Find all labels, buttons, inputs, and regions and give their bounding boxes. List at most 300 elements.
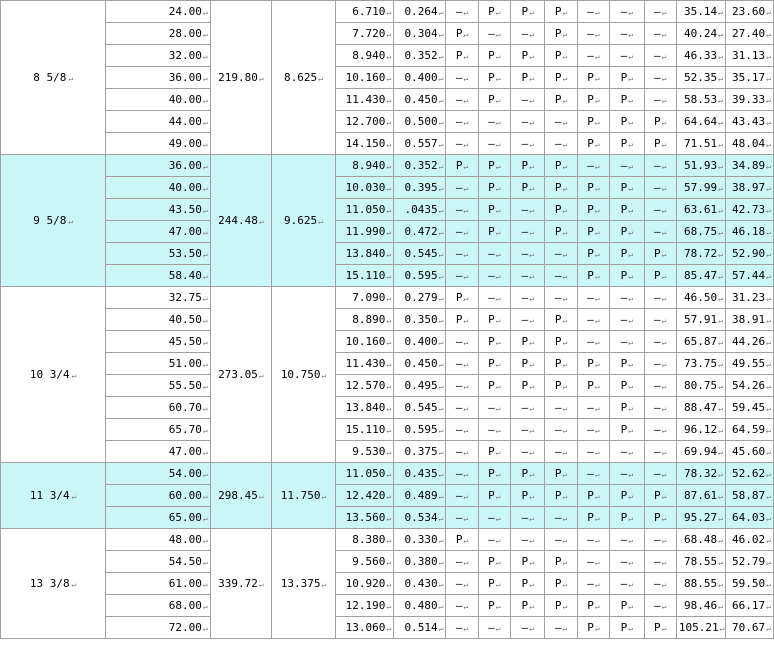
grade-c95-cell [610,265,644,287]
grade-l80-cell [577,463,609,485]
mass-lb-value: 38.97 ↵ [732,181,771,194]
grade-k55-cell [511,617,545,639]
grade-j55-value: – ↵ [488,269,500,282]
mass-lb-cell [725,89,773,111]
mass-kg-value: 85.47 ↵ [684,269,723,282]
grade-h40-value: – ↵ [456,5,468,18]
grade-k55-value: – ↵ [522,27,534,40]
weight-value: 60.70 ↵ [169,401,208,414]
wall-in-value: 0.595 ↵ [404,269,443,282]
grade-p110-value: – ↵ [654,335,666,348]
wall-mm-cell [335,111,393,133]
grade-c95-value: – ↵ [621,533,633,546]
grade-k55-value: – ↵ [522,247,534,260]
mass-lb-value: 45.60 ↵ [732,445,771,458]
grade-k55-value: P ↵ [522,159,534,172]
wall-in-cell [394,177,446,199]
mass-lb-value: 44.26 ↵ [732,335,771,348]
wall-mm-cell [335,397,393,419]
mass-kg-cell [676,199,725,221]
grade-l80-value: P ↵ [587,93,599,106]
mass-kg-value: 46.50 ↵ [684,291,723,304]
weight-cell [106,89,210,111]
grade-p110-cell [644,23,676,45]
outer-diameter-in: 13.375 ↵ [281,577,327,590]
grade-l80-cell [577,133,609,155]
grade-l80-value: – ↵ [587,533,599,546]
grade-j55-value: P ↵ [488,71,500,84]
mass-kg-value: 40.24 ↵ [684,27,723,40]
weight-cell [106,309,210,331]
mass-lb-value: 57.44 ↵ [732,269,771,282]
grade-h40-cell [446,485,478,507]
mass-lb-value: 31.23 ↵ [732,291,771,304]
mass-lb-value: 64.59 ↵ [732,423,771,436]
grade-p110-value: – ↵ [654,577,666,590]
weight-cell [106,1,210,23]
grade-h40-cell [446,67,478,89]
grade-h40-value: – ↵ [456,511,468,524]
grade-c95-cell [610,287,644,309]
weight-cell [106,199,210,221]
wall-mm-value: 13.840 ↵ [346,401,392,414]
grade-n80-cell [545,287,577,309]
grade-l80-value: – ↵ [587,423,599,436]
grade-k55-cell [511,155,545,177]
weight-value: 54.50 ↵ [169,555,208,568]
grade-k55-value: P ↵ [522,49,534,62]
grade-l80-value: – ↵ [587,467,599,480]
grade-h40-value: P ↵ [456,533,468,546]
grade-c95-cell [610,375,644,397]
mass-kg-cell [676,507,725,529]
mass-lb-value: 46.02 ↵ [732,533,771,546]
mass-lb-value: 58.87 ↵ [732,489,771,502]
wall-mm-value: 8.940 ↵ [352,49,391,62]
mass-lb-value: 34.89 ↵ [732,159,771,172]
grade-j55-value: P ↵ [488,599,500,612]
grade-k55-cell [511,375,545,397]
wall-mm-value: 12.570 ↵ [346,379,392,392]
grade-k55-cell [511,1,545,23]
grade-j55-cell [478,23,510,45]
grade-k55-cell [511,199,545,221]
grade-l80-value: – ↵ [587,335,599,348]
grade-p110-value: – ↵ [654,225,666,238]
mass-kg-cell [676,67,725,89]
weight-cell [106,463,210,485]
grade-n80-value: – ↵ [555,423,567,436]
grade-c95-cell [610,1,644,23]
wall-in-cell [394,309,446,331]
mass-lb-value: 64.03 ↵ [732,511,771,524]
grade-p110-value: – ↵ [654,291,666,304]
grade-h40-value: – ↵ [456,225,468,238]
outer-diameter-in-cell [272,287,336,463]
grade-k55-cell [511,23,545,45]
grade-l80-cell [577,441,609,463]
grade-h40-value: – ↵ [456,621,468,634]
grade-c95-cell [610,133,644,155]
table-row [1,441,774,463]
grade-k55-cell [511,45,545,67]
grade-n80-value: P ↵ [555,599,567,612]
mass-lb-cell [725,507,773,529]
weight-cell [106,243,210,265]
grade-j55-cell [478,111,510,133]
grade-n80-value: – ↵ [555,621,567,634]
wall-in-value: 0.352 ↵ [404,159,443,172]
mass-lb-cell [725,199,773,221]
grade-h40-value: – ↵ [456,445,468,458]
grade-h40-value: – ↵ [456,247,468,260]
grade-p110-value: – ↵ [654,599,666,612]
weight-value: 58.40 ↵ [169,269,208,282]
outer-diameter-mm-cell [210,155,272,287]
grade-c95-cell [610,507,644,529]
weight-value: 53.50 ↵ [169,247,208,260]
grade-c95-cell [610,617,644,639]
grade-j55-cell [478,287,510,309]
table-row [1,67,774,89]
grade-c95-value: P ↵ [621,357,633,370]
weight-cell [106,419,210,441]
table-row [1,133,774,155]
grade-k55-value: – ↵ [522,225,534,238]
grade-l80-value: P ↵ [587,357,599,370]
grade-k55-cell [511,309,545,331]
grade-k55-cell [511,133,545,155]
wall-mm-cell [335,155,393,177]
grade-j55-value: P ↵ [488,335,500,348]
grade-c95-value: – ↵ [621,555,633,568]
mass-kg-cell [676,397,725,419]
wall-in-cell [394,133,446,155]
grade-c95-value: P ↵ [621,247,633,260]
wall-mm-cell [335,441,393,463]
table-body [1,1,774,639]
grade-n80-cell [545,463,577,485]
grade-j55-cell [478,221,510,243]
table-row [1,485,774,507]
wall-in-value: 0.472 ↵ [404,225,443,238]
grade-j55-value: – ↵ [488,291,500,304]
outer-diameter-in-cell [272,463,336,529]
mass-kg-cell [676,243,725,265]
mass-lb-cell [725,463,773,485]
weight-value: 55.50 ↵ [169,379,208,392]
grade-k55-value: – ↵ [522,423,534,436]
mass-kg-cell [676,155,725,177]
grade-j55-cell [478,133,510,155]
grade-l80-value: P ↵ [587,137,599,150]
grade-l80-value: – ↵ [587,27,599,40]
grade-p110-cell [644,617,676,639]
grade-n80-cell [545,1,577,23]
casing-size-label: 8 5/8 ↵ [33,71,73,84]
grade-j55-value: – ↵ [488,115,500,128]
wall-in-value: 0.514 ↵ [404,621,443,634]
mass-kg-cell [676,419,725,441]
grade-c95-value: P ↵ [621,599,633,612]
grade-p110-value: – ↵ [654,93,666,106]
grade-p110-cell [644,595,676,617]
wall-mm-value: 12.700 ↵ [346,115,392,128]
grade-h40-value: – ↵ [456,203,468,216]
grade-n80-cell [545,375,577,397]
grade-n80-value: – ↵ [555,247,567,260]
grade-n80-value: P ↵ [555,357,567,370]
grade-h40-cell [446,243,478,265]
grade-p110-value: – ↵ [654,159,666,172]
grade-n80-cell [545,617,577,639]
wall-mm-cell [335,375,393,397]
mass-lb-value: 48.04 ↵ [732,137,771,150]
grade-j55-cell [478,595,510,617]
grade-k55-value: P ↵ [522,467,534,480]
mass-kg-cell [676,617,725,639]
grade-l80-cell [577,485,609,507]
grade-n80-value: P ↵ [555,5,567,18]
grade-j55-value: P ↵ [488,49,500,62]
weight-cell [106,133,210,155]
wall-in-cell [394,529,446,551]
grade-l80-cell [577,221,609,243]
grade-j55-cell [478,177,510,199]
grade-p110-cell [644,551,676,573]
grade-n80-cell [545,67,577,89]
wall-mm-cell [335,89,393,111]
mass-kg-value: 88.47 ↵ [684,401,723,414]
grade-l80-cell [577,89,609,111]
wall-mm-cell [335,243,393,265]
grade-h40-value: – ↵ [456,467,468,480]
grade-n80-value: P ↵ [555,93,567,106]
grade-k55-value: – ↵ [522,621,534,634]
mass-lb-cell [725,45,773,67]
weight-value: 40.50 ↵ [169,313,208,326]
grade-p110-cell [644,441,676,463]
wall-in-value: 0.489 ↵ [404,489,443,502]
grade-n80-value: P ↵ [555,555,567,568]
grade-k55-value: P ↵ [522,71,534,84]
grade-j55-cell [478,397,510,419]
mass-lb-cell [725,155,773,177]
weight-cell [106,177,210,199]
mass-lb-cell [725,353,773,375]
mass-lb-cell [725,177,773,199]
grade-j55-cell [478,485,510,507]
grade-l80-cell [577,507,609,529]
grade-j55-cell [478,155,510,177]
grade-n80-cell [545,595,577,617]
grade-h40-cell [446,23,478,45]
mass-lb-value: 31.13 ↵ [732,49,771,62]
wall-mm-cell [335,287,393,309]
grade-p110-cell [644,485,676,507]
grade-c95-value: – ↵ [621,49,633,62]
grade-n80-cell [545,89,577,111]
weight-value: 65.70 ↵ [169,423,208,436]
weight-value: 54.00 ↵ [169,467,208,480]
grade-n80-value: P ↵ [555,203,567,216]
mass-lb-value: 43.43 ↵ [732,115,771,128]
grade-n80-cell [545,221,577,243]
grade-c95-cell [610,463,644,485]
wall-in-cell [394,199,446,221]
grade-n80-value: P ↵ [555,577,567,590]
grade-k55-cell [511,331,545,353]
table-row [1,595,774,617]
mass-lb-cell [725,243,773,265]
grade-h40-value: – ↵ [456,181,468,194]
weight-value: 49.00 ↵ [169,137,208,150]
weight-cell [106,265,210,287]
table-row [1,309,774,331]
grade-p110-cell [644,1,676,23]
grade-p110-cell [644,287,676,309]
grade-j55-cell [478,331,510,353]
table-row [1,1,774,23]
grade-h40-cell [446,221,478,243]
wall-in-value: 0.380 ↵ [404,555,443,568]
wall-in-value: 0.545 ↵ [404,247,443,260]
grade-h40-value: P ↵ [456,291,468,304]
mass-kg-cell [676,485,725,507]
mass-lb-cell [725,617,773,639]
weight-value: 72.00 ↵ [169,621,208,634]
wall-mm-value: 12.190 ↵ [346,599,392,612]
wall-in-value: 0.350 ↵ [404,313,443,326]
grade-h40-value: – ↵ [456,115,468,128]
grade-k55-value: – ↵ [522,533,534,546]
wall-mm-value: 13.060 ↵ [346,621,392,634]
grade-c95-value: – ↵ [621,5,633,18]
grade-h40-value: – ↵ [456,269,468,282]
mass-kg-cell [676,375,725,397]
grade-c95-cell [610,177,644,199]
grade-h40-cell [446,111,478,133]
grade-p110-value: – ↵ [654,533,666,546]
grade-j55-value: – ↵ [488,533,500,546]
grade-h40-value: – ↵ [456,555,468,568]
mass-lb-cell [725,67,773,89]
grade-c95-cell [610,23,644,45]
grade-c95-value: P ↵ [621,71,633,84]
grade-k55-cell [511,419,545,441]
wall-mm-value: 11.430 ↵ [346,357,392,370]
grade-n80-value: – ↵ [555,137,567,150]
outer-diameter-in: 8.625 ↵ [284,71,323,84]
wall-mm-cell [335,463,393,485]
mass-kg-value: 64.64 ↵ [684,115,723,128]
wall-in-cell [394,595,446,617]
mass-lb-cell [725,375,773,397]
grade-p110-value: P ↵ [654,269,666,282]
grade-l80-cell [577,23,609,45]
wall-in-value: 0.400 ↵ [404,71,443,84]
wall-mm-cell [335,177,393,199]
wall-mm-cell [335,133,393,155]
mass-lb-cell [725,419,773,441]
grade-j55-value: P ↵ [488,555,500,568]
grade-l80-cell [577,243,609,265]
table-row [1,419,774,441]
grade-n80-value: P ↵ [555,313,567,326]
weight-cell [106,375,210,397]
outer-diameter-mm: 244.48 ↵ [218,214,264,227]
grade-k55-value: P ↵ [522,357,534,370]
grade-n80-value: – ↵ [555,445,567,458]
grade-p110-value: – ↵ [654,423,666,436]
grade-j55-value: P ↵ [488,93,500,106]
grade-h40-value: – ↵ [456,357,468,370]
grade-h40-cell [446,441,478,463]
grade-p110-value: P ↵ [654,247,666,260]
grade-p110-value: P ↵ [654,621,666,634]
wall-in-cell [394,1,446,23]
grade-p110-cell [644,419,676,441]
wall-in-cell [394,397,446,419]
wall-in-value: 0.352 ↵ [404,49,443,62]
grade-n80-cell [545,309,577,331]
table-row [1,353,774,375]
mass-kg-cell [676,265,725,287]
grade-c95-value: P ↵ [621,511,633,524]
mass-kg-value: 63.61 ↵ [684,203,723,216]
grade-k55-value: P ↵ [522,335,534,348]
grade-h40-value: – ↵ [456,489,468,502]
outer-diameter-in: 10.750 ↵ [281,368,327,381]
grade-p110-value: – ↵ [654,401,666,414]
grade-n80-value: P ↵ [555,335,567,348]
weight-value: 40.00 ↵ [169,181,208,194]
grade-c95-value: P ↵ [621,489,633,502]
grade-k55-value: – ↵ [522,313,534,326]
wall-in-cell [394,463,446,485]
table-row [1,45,774,67]
table-row [1,375,774,397]
wall-mm-value: 10.030 ↵ [346,181,392,194]
grade-c95-value: – ↵ [621,313,633,326]
grade-l80-value: – ↵ [587,577,599,590]
mass-kg-value: 68.48 ↵ [684,533,723,546]
mass-kg-cell [676,177,725,199]
mass-lb-value: 66.17 ↵ [732,599,771,612]
grade-l80-cell [577,67,609,89]
wall-mm-value: 9.560 ↵ [352,555,391,568]
grade-j55-value: – ↵ [488,401,500,414]
mass-kg-value: 80.75 ↵ [684,379,723,392]
grade-h40-cell [446,45,478,67]
table-row [1,199,774,221]
grade-p110-cell [644,155,676,177]
wall-in-value: 0.435 ↵ [404,467,443,480]
grade-n80-value: P ↵ [555,489,567,502]
weight-cell [106,617,210,639]
mass-lb-value: 23.60 ↵ [732,5,771,18]
outer-diameter-in-cell [272,1,336,155]
table-row [1,529,774,551]
grade-n80-cell [545,111,577,133]
weight-value: 45.50 ↵ [169,335,208,348]
weight-cell [106,111,210,133]
grade-p110-cell [644,529,676,551]
grade-p110-value: – ↵ [654,467,666,480]
wall-mm-value: 10.160 ↵ [346,335,392,348]
grade-l80-value: – ↵ [587,555,599,568]
wall-in-cell [394,243,446,265]
